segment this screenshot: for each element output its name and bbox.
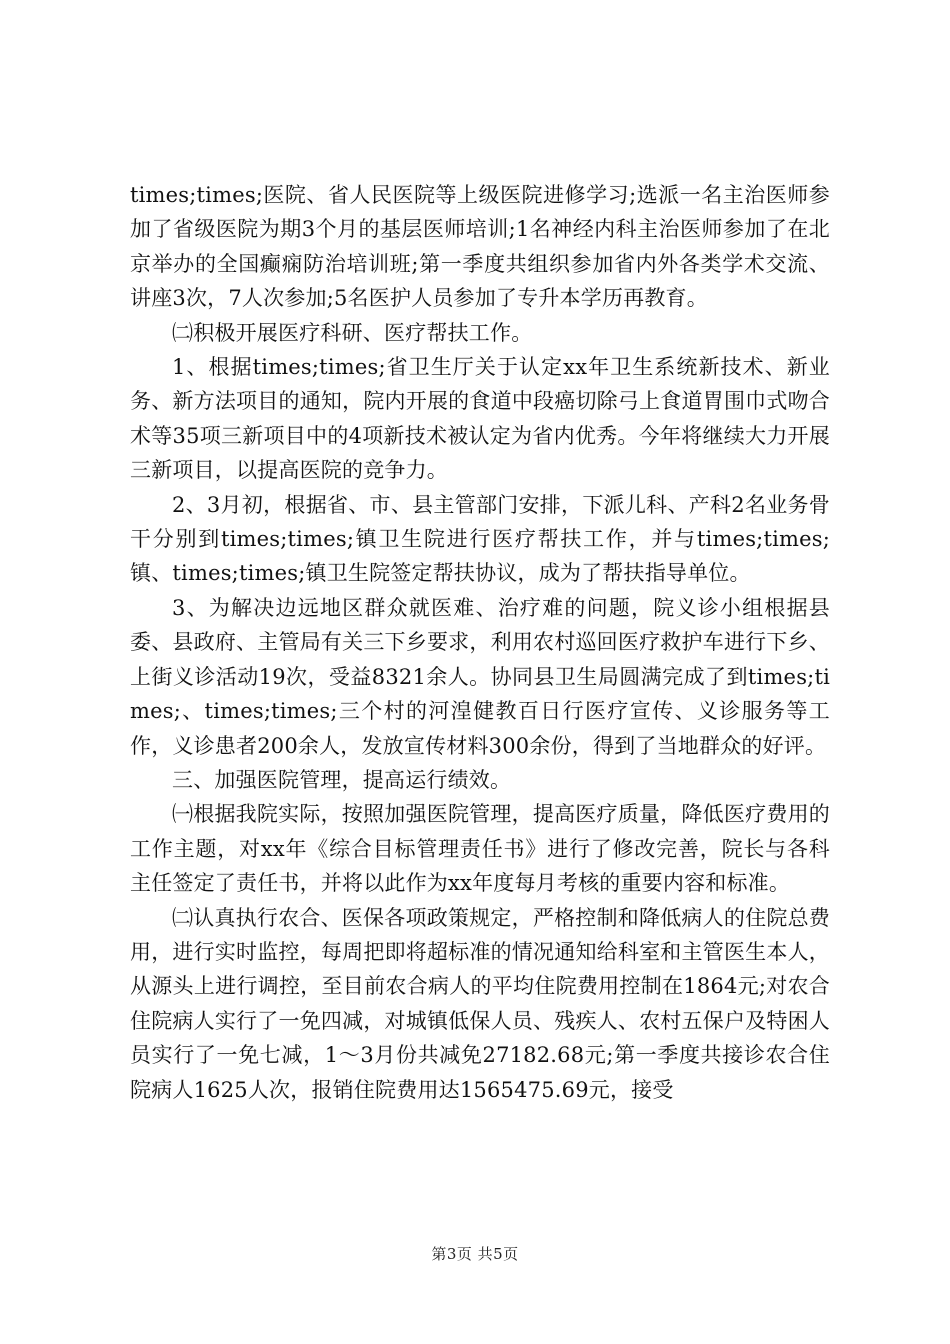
document-body (130, 178, 830, 1107)
section-heading: 三、加强医院管理，提高运行绩效。 (172, 767, 512, 792)
page-number-footer: 第3页 共5页 (431, 1245, 519, 1263)
paragraph-5: 3、为解决边远地区群众就医难、治疗难的问题，院义诊小组根据县委、县政府、主管局有关三下乡要求，利用农村巡回医疗救护车进行下乡、上街义诊活动19次，受益8321余人。协同县卫生局圆满完成了到times;times;、times;times;三个村的河湟健教百日行医疗宣传、义诊服务等工作，义诊患者200余人，发放宣传材料300余份，得到了当地群众的好评。 (130, 595, 830, 758)
paragraph-1: times;times;医院、省人民医院等上级医院进修学习;选派一名主治医师参加了省级医院为期3个月的基层医师培训;1名神经内科主治医师参加了在北京举办的全国癫痫防治培训班;第一季度共组织参加省内外各类学术交流、讲座3次，7人次参加;5名医护人员参加了专升本学历再教育。 (130, 183, 830, 311)
paragraph-4: 2、3月初，根据省、市、县主管部门安排，下派儿科、产科2名业务骨干分别到times;times;镇卫生院进行医疗帮扶工作，并与times;times;镇、times;times;镇卫生院签定帮扶协议，成为了帮扶指导单位。 (130, 492, 830, 586)
paragraph-8: ㈡认真执行农合、医保各项政策规定，严格控制和降低病人的住院总费用，进行实时监控，每周把即将超标准的情况通知给科室和主管医生本人，从源头上进行调控，至目前农合病人的平均住院费用控制在1864元;对农合住院病人实行了一免四减，对城镇低保人员、残疾人、农村五保户及特困人员实行了一免七减，1～3月份共减免27182.68元;第一季度共接诊农合住院病人1625人次，报销住院费用达1565475.69元，接受 (130, 905, 830, 1102)
paragraph-7: ㈠根据我院实际，按照加强医院管理，提高医疗质量，降低医疗费用的工作主题，对xx年《综合目标管理责任书》进行了修改完善，院长与各科主任签定了责任书，并将以此作为xx年度每月考核的重要内容和标准。 (130, 802, 830, 896)
paragraph-3: 1、根据times;times;省卫生厅关于认定xx年卫生系统新技术、新业务、新方法项目的通知，院内开展的食道中段癌切除弓上食道胃围巾式吻合术等35项三新项目中的4项新技术被认定为省内优秀。今年将继续大力开展三新项目，以提高医院的竞争力。 (130, 355, 830, 483)
paragraph-2: ㈡积极开展医疗科研、医疗帮扶工作。 (172, 320, 533, 345)
